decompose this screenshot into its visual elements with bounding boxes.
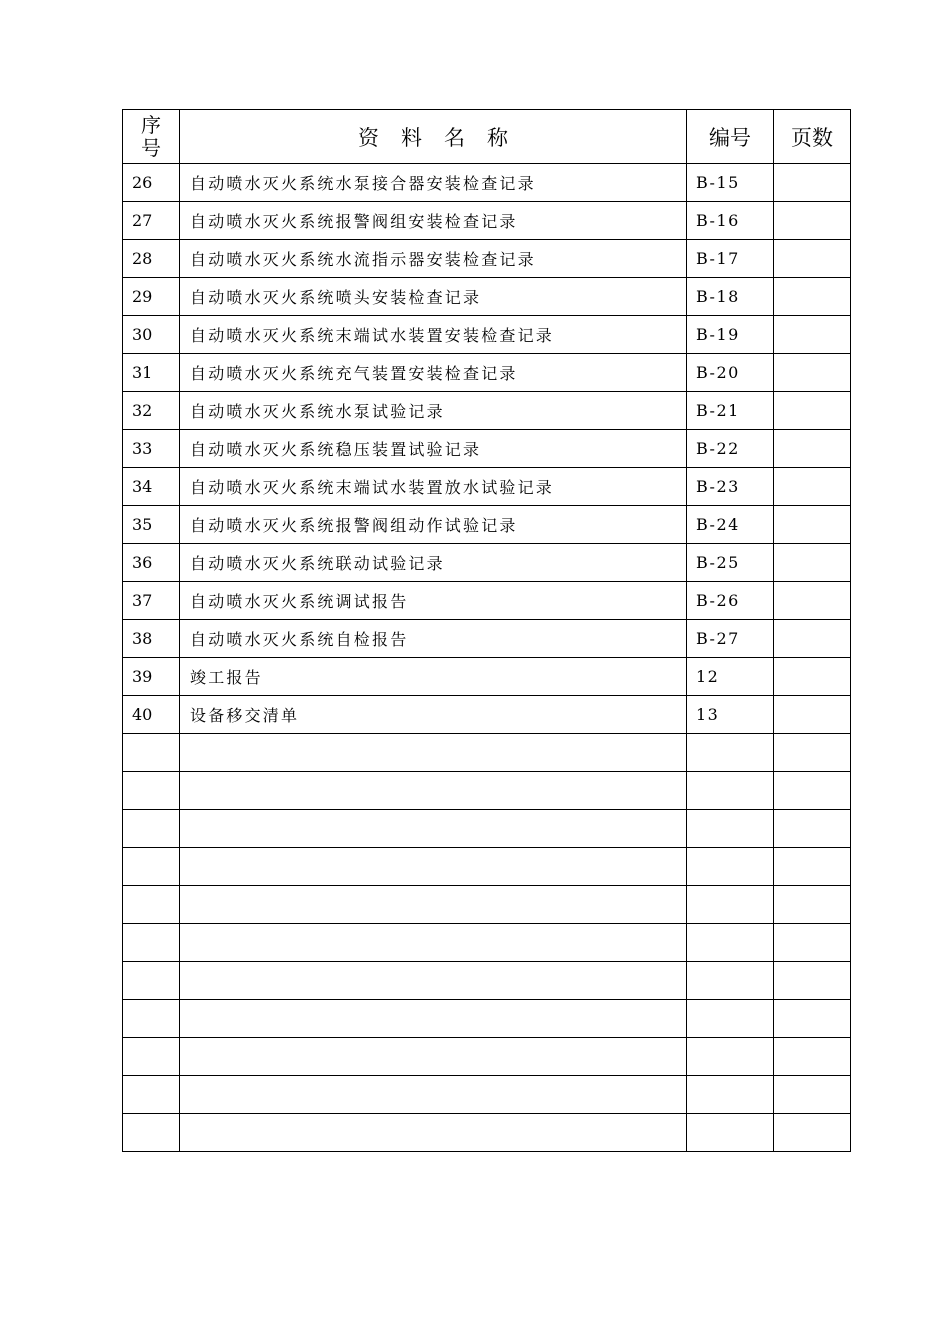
row-seq: 32 (123, 392, 180, 430)
row-code: B-19 (687, 316, 774, 354)
header-name: 资料名称 (180, 110, 687, 164)
row-code (687, 1000, 774, 1038)
row-code: B-24 (687, 506, 774, 544)
row-seq: 34 (123, 468, 180, 506)
row-pages (774, 1076, 851, 1114)
row-name: 设备移交清单 (180, 696, 687, 734)
row-seq: 39 (123, 658, 180, 696)
row-code (687, 924, 774, 962)
row-code: B-27 (687, 620, 774, 658)
row-name (180, 1038, 687, 1076)
row-seq (123, 962, 180, 1000)
row-seq (123, 1038, 180, 1076)
table-row (123, 278, 851, 316)
row-pages (774, 848, 851, 886)
row-seq: 36 (123, 544, 180, 582)
row-seq (123, 734, 180, 772)
row-code: B-15 (687, 164, 774, 202)
table-row (123, 734, 851, 772)
row-name: 自动喷水灭火系统联动试验记录 (180, 544, 687, 582)
row-pages (774, 1000, 851, 1038)
row-name: 自动喷水灭火系统充气装置安装检查记录 (180, 354, 687, 392)
row-name: 自动喷水灭火系统水泵试验记录 (180, 392, 687, 430)
table-row (123, 620, 851, 658)
row-code (687, 1076, 774, 1114)
row-name (180, 734, 687, 772)
table-row (123, 1114, 851, 1152)
table-row (123, 354, 851, 392)
row-code (687, 1114, 774, 1152)
table-row (123, 544, 851, 582)
row-name: 自动喷水灭火系统末端试水装置安装检查记录 (180, 316, 687, 354)
row-code: B-25 (687, 544, 774, 582)
row-pages (774, 506, 851, 544)
header-seq-line1: 序 (141, 112, 161, 137)
row-pages (774, 544, 851, 582)
row-seq: 38 (123, 620, 180, 658)
row-code (687, 810, 774, 848)
row-name: 自动喷水灭火系统稳压装置试验记录 (180, 430, 687, 468)
row-seq (123, 772, 180, 810)
row-pages (774, 1114, 851, 1152)
table-row (123, 1000, 851, 1038)
row-code: B-26 (687, 582, 774, 620)
row-name (180, 1076, 687, 1114)
table-row (123, 582, 851, 620)
row-name: 自动喷水灭火系统水泵接合器安装检查记录 (180, 164, 687, 202)
table-row (123, 1076, 851, 1114)
row-pages (774, 430, 851, 468)
row-pages (774, 278, 851, 316)
row-pages (774, 202, 851, 240)
table-row (123, 164, 851, 202)
header-pages: 页数 (774, 110, 851, 164)
row-name (180, 810, 687, 848)
row-pages (774, 1038, 851, 1076)
table-row (123, 430, 851, 468)
table-row (123, 772, 851, 810)
row-pages (774, 392, 851, 430)
row-seq (123, 924, 180, 962)
row-name: 自动喷水灭火系统调试报告 (180, 582, 687, 620)
table-row (123, 658, 851, 696)
row-code (687, 962, 774, 1000)
row-pages (774, 620, 851, 658)
row-pages (774, 468, 851, 506)
row-name: 自动喷水灭火系统水流指示器安装检查记录 (180, 240, 687, 278)
header-row (123, 110, 851, 164)
row-pages (774, 240, 851, 278)
table-header (123, 110, 851, 164)
row-code: B-21 (687, 392, 774, 430)
row-name (180, 1000, 687, 1038)
table-row (123, 202, 851, 240)
table-row (123, 1038, 851, 1076)
row-pages (774, 582, 851, 620)
row-seq: 37 (123, 582, 180, 620)
row-code: B-16 (687, 202, 774, 240)
row-code: B-20 (687, 354, 774, 392)
row-seq (123, 810, 180, 848)
table-row (123, 924, 851, 962)
row-name (180, 848, 687, 886)
table-row (123, 696, 851, 734)
table-row (123, 810, 851, 848)
table-row (123, 886, 851, 924)
row-code (687, 886, 774, 924)
row-code (687, 772, 774, 810)
row-seq (123, 886, 180, 924)
row-seq: 26 (123, 164, 180, 202)
row-code: B-18 (687, 278, 774, 316)
row-code: B-22 (687, 430, 774, 468)
row-pages (774, 164, 851, 202)
table-row (123, 848, 851, 886)
row-name: 自动喷水灭火系统末端试水装置放水试验记录 (180, 468, 687, 506)
row-name: 竣工报告 (180, 658, 687, 696)
row-pages (774, 924, 851, 962)
row-pages (774, 734, 851, 772)
row-name (180, 924, 687, 962)
row-name (180, 886, 687, 924)
row-pages (774, 658, 851, 696)
row-seq (123, 1114, 180, 1152)
row-name: 自动喷水灭火系统报警阀组安装检查记录 (180, 202, 687, 240)
row-name: 自动喷水灭火系统报警阀组动作试验记录 (180, 506, 687, 544)
table-row (123, 506, 851, 544)
row-code (687, 734, 774, 772)
row-code: 12 (687, 658, 774, 696)
row-name: 自动喷水灭火系统自检报告 (180, 620, 687, 658)
document-index-table (122, 109, 851, 1152)
row-seq: 27 (123, 202, 180, 240)
row-pages (774, 354, 851, 392)
table-row (123, 468, 851, 506)
row-seq: 35 (123, 506, 180, 544)
row-pages (774, 962, 851, 1000)
row-seq: 28 (123, 240, 180, 278)
row-code: 13 (687, 696, 774, 734)
table-row (123, 316, 851, 354)
row-code: B-23 (687, 468, 774, 506)
table-row (123, 240, 851, 278)
table-row (123, 962, 851, 1000)
row-code: B-17 (687, 240, 774, 278)
row-pages (774, 316, 851, 354)
row-pages (774, 886, 851, 924)
row-seq (123, 848, 180, 886)
row-seq (123, 1000, 180, 1038)
table-row (123, 392, 851, 430)
row-seq (123, 1076, 180, 1114)
row-name (180, 772, 687, 810)
row-seq: 29 (123, 278, 180, 316)
row-seq: 30 (123, 316, 180, 354)
row-pages (774, 810, 851, 848)
row-name: 自动喷水灭火系统喷头安装检查记录 (180, 278, 687, 316)
row-pages (774, 696, 851, 734)
header-seq (123, 110, 180, 164)
row-code (687, 1038, 774, 1076)
row-name (180, 962, 687, 1000)
row-seq: 31 (123, 354, 180, 392)
row-seq: 40 (123, 696, 180, 734)
header-seq-line2: 号 (141, 135, 161, 160)
row-pages (774, 772, 851, 810)
row-name (180, 1114, 687, 1152)
row-seq: 33 (123, 430, 180, 468)
table-body (123, 164, 851, 1152)
header-code: 编号 (687, 110, 774, 164)
row-code (687, 848, 774, 886)
